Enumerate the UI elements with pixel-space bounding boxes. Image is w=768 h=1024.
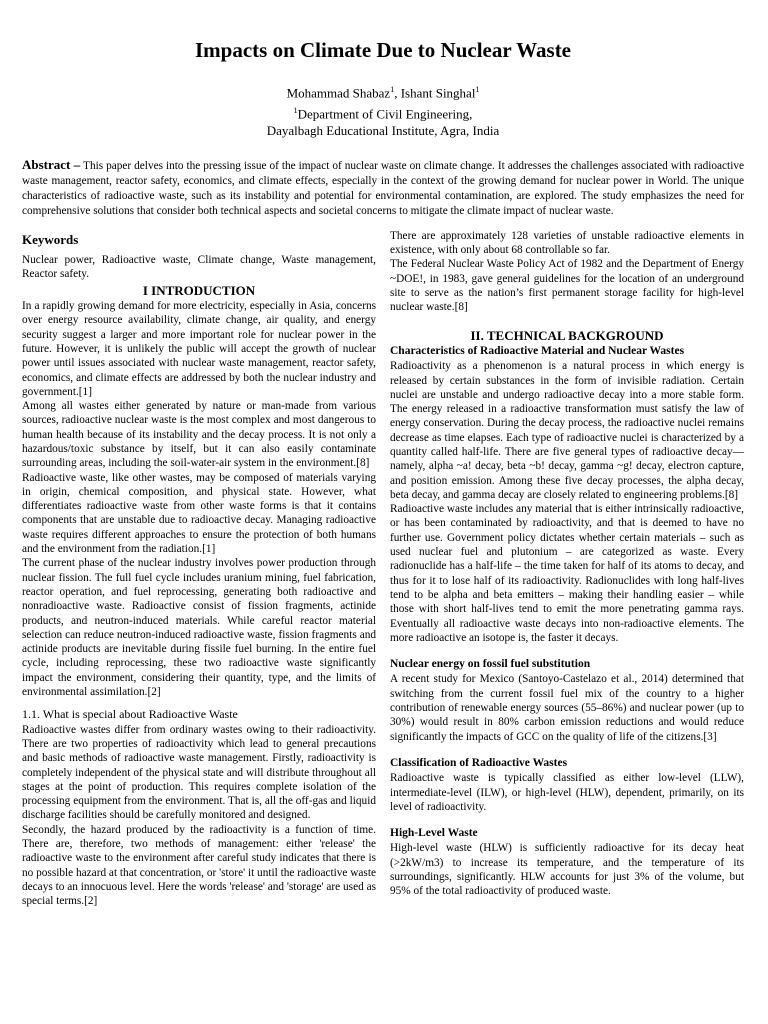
paragraph: There are approximately 128 varieties of unstable radioactive elements in existence, with only about 68 controllable so far. (390, 229, 744, 257)
author-1: Mohammad Shabaz (286, 85, 391, 101)
paragraph: Radioactive waste, like other wastes, may be composed of materials varying in origin, chemical composition, and physical state. However, what differentiates radioactive waste from other waste forms is that it contains components that are unstable due to radioactive decay. Managing radioactive waste requires different approaches to ensure the protection of both humans and the environment from the radiation.[1] (22, 471, 376, 556)
department-name: Department of Civil Engineering, (297, 105, 473, 121)
institute: Dayalbagh Educational Institute, Agra, India (266, 122, 500, 138)
author-names (22, 81, 744, 101)
paragraph: A recent study for Mexico (Santoyo-Castelazo et al., 2014) determined that switching from the current fossil fuel mix of the country to a higher contribution of renewable energy sources (55–86%) and nuclear power (up to 30%) would result in 80% carbon emission reductions and would reduce significantly the impacts of GCC on the quality of life of the citizens.[3] (390, 673, 744, 743)
author-2-affil: 1 (475, 85, 480, 95)
right-column (390, 229, 744, 909)
paper-title: Impacts on Climate Due to Nuclear Waste (194, 38, 572, 62)
subsection-heading: Nuclear energy on fossil fuel substitution (390, 658, 591, 671)
paragraph: Radioactivity as a phenomenon is a natural process in which energy is released by certain substances in the form of invisible radiation. Certain nuclei are unstable and undergo radioactive decay into a more stable form. The energy released in a radioactive transformation must satisfy the law of energy conservation. During the decay process, the radioactive nuclei remains decrease as time elapses. Each type of radioactive nuclei is characterized by a quantity called half-life. There are five general types of radioactive decay—namely, alpha ~a! decay, beta ~b! decay, gamma ~g! decay, electron capture, and position emission. Among these five decay processes, the alpha decay, beta decay, and gamma decay are closely related to engineering problems.[8] (390, 360, 744, 501)
introduction-heading: I INTRODUCTION (142, 282, 256, 298)
paragraph: Radioactive waste includes any material that is either intrinsically radioactive, or has been contaminated by radioactivity, and that is deemed to have no further use. Government policy dictates whether certain materials – such as used nuclear fuel and plutonium – are categorized as waste. Every radionuclide has a half-life – the time taken for half of its atoms to decay, and thus for it to lose half of its radioactivity. Radionuclides with long half-lives tend to be alpha and beta emitters – making their handling easier – while those with short half-lives tend to emit the more penetrating gamma rays. Eventually all radioactive waste decays into non-radioactive elements. The more radioactive an isotope is, the faster it decays. (390, 503, 744, 644)
paragraph: High-level waste (HLW) is sufficiently radioactive for its decay heat (>2kW/m3) to increase its temperature, and the temperature of its surroundings, significantly. HLW accounts for just 3% of the volume, but 95% of the total radioactivity of produced waste. (390, 842, 744, 898)
paragraph: Radioactive wastes differ from ordinary wastes owing to their radioactivity. There are two properties of radioactivity which lead to general precautions and basic methods of radioactive waste management. Firstly, radioactivity is completely independent of the physical state and will distribute throughout all stages at the point of production. This requires complete isolation of the processing equipment from the environment. That is, all the off-gas and liquid discharge facilities should be carefully monitored and designed. (22, 723, 376, 822)
paragraph: Radioactive waste is typically classified as either low-level (LLW), intermediate-level (ILW), or high-level (HLW), dependent, primarily, on its level of radioactivity. (390, 772, 744, 813)
subsection-heading: 1.1. What is special about Radioactive Waste (22, 707, 238, 722)
department-affil: 1 (293, 105, 298, 115)
paragraph: In a rapidly growing demand for more electricity, especially in Asia, concerns over energy resource availability, climate change, air quality, and energy security suggest a larger and more important role for nuclear power in the future. However, it is unlikely the public will accept the growth of nuclear power until issues associated with nuclear waste management, reactor safety, economics, and climate effects are addressed by both the nuclear industry and government.[1] (22, 300, 376, 398)
paragraph: The Federal Nuclear Waste Policy Act of 1982 and the Department of Energy ~DOE!, in 1983, gave general guidelines for the location of an underground site to serve as the nation’s first permanent storage facility for high-level nuclear waste.[8] (390, 258, 744, 314)
author-2: , Ishant Singhal (394, 85, 476, 101)
author-1-affil: 1 (390, 85, 395, 95)
department (22, 102, 744, 122)
paragraph: Secondly, the hazard produced by the radioactivity is a function of time. There are, therefore, two methods of management: either 'release' the radioactive waste to the environment after careful study indicates that there is no possible hazard at that concentration, or 'store' it until the radioactive waste decays to an innocuous level. Here the words 'release' and 'storage' are used as special terms.[2] (22, 823, 376, 908)
technical-background-heading: II. TECHNICAL BACKGROUND (470, 327, 664, 343)
subsection-heading: High-Level Waste (390, 827, 478, 840)
abstract (22, 157, 744, 219)
subsection-heading: Classification of Radioactive Wastes (390, 756, 568, 769)
author-block (22, 81, 744, 139)
subsection-heading: Characteristics of Radioactive Material and Nuclear Wastes (390, 344, 685, 357)
keywords-heading: Keywords (22, 231, 79, 247)
left-column (22, 229, 376, 909)
paragraph: Among all wastes either generated by nature or man-made from various sources, radioactive nuclear waste is the most complex and most dangerous to human health because of its instability and the decay process. It is not only a hazardous/toxic substance by itself, but it can also easily contaminate surrounding areas, including the soil-water-air system in the environment.[8] (22, 400, 376, 470)
keywords-text: Nuclear power, Radioactive waste, Climate change, Waste management, Reactor safety. (22, 254, 376, 281)
abstract-text: This paper delves into the pressing issue of the impact of nuclear waste on climate change. It addresses the challenges associated with radioactive waste management, reactor safety, economics, and climate effects, especially in the context of the growing demand for nuclear power in World. The unique characteristics of radioactive waste, such as its instability and potential for environmental contamination, are explored. The study emphasizes the need for comprehensive solutions that consider both technical aspects and societal concerns to mitigate the climate impact of nuclear waste. (22, 159, 744, 217)
abstract-label: Abstract – (22, 156, 81, 172)
body-columns (22, 229, 744, 909)
paragraph: The current phase of the nuclear industry involves power production through nuclear fission. The full fuel cycle includes uranium mining, fuel fabrication, reactor operation, and fuel reprocessing, generating both radioactive and nonradioactive waste. Radioactive consist of fission fragments, actinide products, and neutron-induced materials. While careful reactor material selection can reduce neutron-induced radioactive waste, fission fragments and actinide products are inevitable during fissile fuel burning. In the entire fuel cycle, including reprocessing, these two radioactive waste significantly impact the environment, considering their quantity, type, and the limits of environmental assimilation.[2] (22, 557, 376, 699)
